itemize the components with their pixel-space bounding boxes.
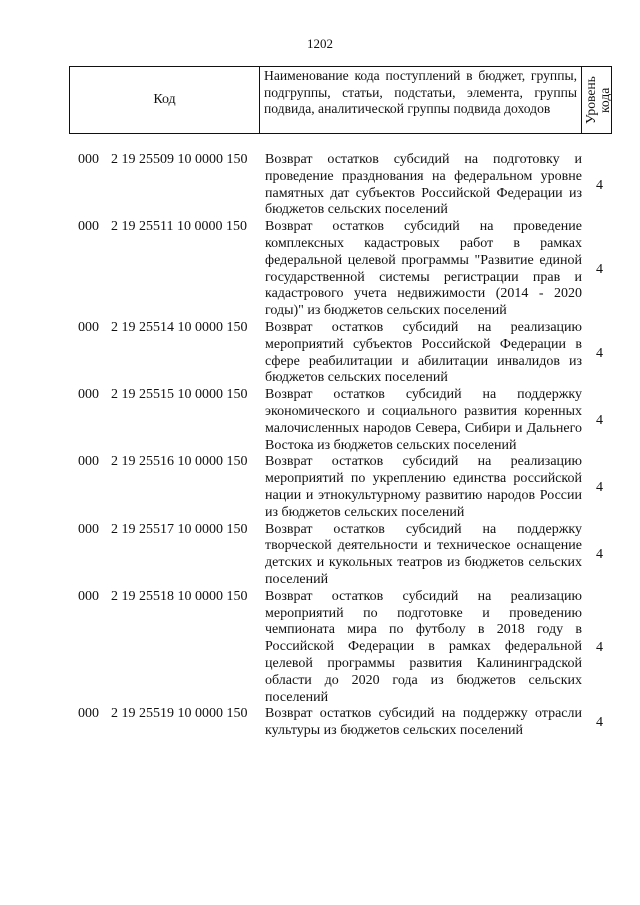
table-row [0, 219, 640, 320]
admin-code: 000 [78, 454, 99, 470]
header-name: Наименование кода поступлений в бюджет, группы, подгруппы, статьи, подстатьи, элемента, группы подвида, аналитической группы подвида доходов [260, 67, 582, 133]
code-cell [0, 454, 265, 521]
admin-code: 000 [78, 152, 99, 167]
revenue-name: Возврат остатков субсидий на проведение комплексных кадастровых работ в рамках федеральной целевой программы "Развитие единой государственной системы регистрации прав и кадастрового учета недвижимости (2014 - 2020 годы)" из бюджетов сельских поселений [265, 219, 582, 319]
code-level: 4 [596, 715, 603, 731]
admin-code: 000 [78, 219, 99, 235]
revenue-code: 2 19 25509 10 0000 150 [111, 152, 248, 167]
table-row [0, 152, 640, 219]
admin-code: 000 [78, 588, 99, 604]
table-row [0, 387, 640, 454]
revenue-name: Возврат остатков субсидий на поддержку отрасли культуры из бюджетов сельских поселений [265, 706, 582, 739]
revenue-name: Возврат остатков субсидий на реализацию мероприятий по подготовке и проведению чемпионата мира по футболу в 2018 году в Российской Федерации в рамках федеральной целевой программы развития Калининградской области до 2020 года из бюджетов сельских поселений [265, 588, 582, 705]
admin-code: 000 [78, 706, 99, 722]
header-level: Уровень кода [582, 76, 612, 124]
table-row [0, 320, 640, 387]
code-cell [0, 706, 265, 740]
table-row [0, 706, 640, 740]
code-level: 4 [596, 177, 603, 193]
revenue-code: 2 19 25516 10 0000 150 [111, 454, 248, 470]
code-level: 4 [596, 479, 603, 495]
revenue-name: Возврат остатков субсидий на подготовку и проведение празднования на федеральном уровне памятных дат субъектов Российской Федерации из бюджетов сельских поселений [265, 152, 582, 218]
table-row [0, 454, 640, 521]
revenue-code: 2 19 25515 10 0000 150 [111, 387, 248, 403]
revenue-name: Возврат остатков субсидий на поддержку экономического и социального развития коренных малочисленных народов Севера, Сибири и Дальнего Востока из бюджетов сельских поселений [265, 387, 582, 453]
revenue-code: 2 19 25519 10 0000 150 [111, 706, 248, 722]
admin-code: 000 [78, 521, 99, 537]
code-cell [0, 320, 265, 387]
code-level: 4 [596, 547, 603, 563]
revenue-code: 2 19 25511 10 0000 150 [111, 219, 247, 235]
table-header [69, 66, 612, 134]
code-level: 4 [596, 345, 603, 361]
code-cell [0, 387, 265, 454]
admin-code: 000 [78, 319, 99, 335]
code-cell [0, 522, 265, 589]
revenue-code: 2 19 25514 10 0000 150 [111, 319, 248, 335]
table-row [0, 589, 640, 707]
revenue-code: 2 19 25517 10 0000 150 [111, 521, 248, 537]
code-level: 4 [596, 639, 603, 655]
revenue-name: Возврат остатков субсидий на поддержку творческой деятельности и техническое оснащение детских и кукольных театров из бюджетов сельских поселений [265, 521, 582, 587]
revenue-name: Возврат остатков субсидий на реализацию мероприятий субъектов Российской Федерации в сфере реабилитации и абилитации инвалидов из бюджетов сельских поселений [265, 319, 582, 386]
revenue-name: Возврат остатков субсидий на реализацию мероприятий по укреплению единства российской нации и этнокультурному развитию народов России из бюджетов сельских поселений [265, 454, 582, 520]
header-code: Код [70, 67, 260, 133]
admin-code: 000 [78, 387, 99, 403]
table-row [0, 522, 640, 589]
code-cell [0, 152, 265, 219]
page-number: 1202 [307, 36, 333, 51]
table-body [0, 152, 640, 740]
code-level: 4 [596, 412, 603, 428]
revenue-code: 2 19 25518 10 0000 150 [111, 588, 248, 604]
header-level-cell [582, 67, 613, 133]
code-cell [0, 589, 265, 707]
code-level: 4 [596, 261, 603, 277]
code-cell [0, 219, 265, 320]
